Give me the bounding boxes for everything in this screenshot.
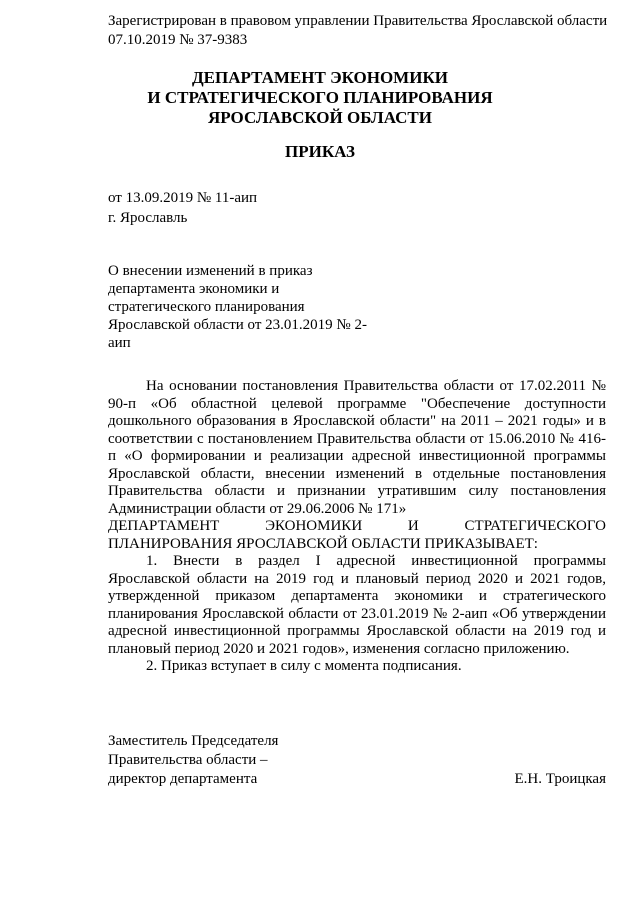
signatory-position-line: Заместитель Председателя	[108, 733, 279, 749]
order-body	[108, 378, 606, 676]
order-item-1: 1. Внести в раздел I адресной инвестиционной программы Ярославской области на 2019 год и плановый период 2020 и 2021 годов, утвержденной приказом департамента экономики и стратегического планирования Ярославской области от 23.01.2019 № 2-аип «Об утверждении адресной инвестиционной программы Ярославской области на 2019 год и плановый период 2020 и 2021 годов», изменения согласно приложению.	[108, 553, 606, 657]
directive-line: ПЛАНИРОВАНИЯ ЯРОСЛАВСКОЙ ОБЛАСТИ ПРИКАЗЫВАЕТ:	[108, 535, 538, 552]
registration-line: Зарегистрирован в правовом управлении Правительства Ярославской области	[108, 13, 608, 29]
registration-stamp	[108, 12, 618, 50]
department-name-line: ДЕПАРТАМЕНТ ЭКОНОМИКИ	[191, 68, 448, 87]
order-item-2: 2. Приказ вступает в силу с момента подписания.	[146, 658, 462, 674]
department-name-line: ЯРОСЛАВСКОЙ ОБЛАСТИ	[208, 108, 432, 127]
department-header	[0, 68, 640, 128]
signatory-position-line: директор департамента	[108, 771, 258, 787]
signatory-name: Е.Н. Троицкая	[514, 771, 606, 787]
directive-line: ДЕПАРТАМЕНТ ЭКОНОМИКИ И СТРАТЕГИЧЕСКОГО	[108, 518, 606, 534]
order-city: г. Ярославль	[108, 210, 188, 226]
order-subject: О внесении изменений в приказ департамента экономики и стратегического планирования Ярославской области от 23.01.2019 № 2-аип	[108, 263, 367, 351]
signature-block	[108, 732, 606, 789]
department-name-line: И СТРАТЕГИЧЕСКОГО ПЛАНИРОВАНИЯ	[147, 88, 493, 107]
preamble-paragraph: На основании постановления Правительства области от 17.02.2011 № 90-п «Об областной целевой программе "Обеспечение доступности дошкольного образования в Ярославской области" на 2011 – 2021 годы» и в соответствии с постановлением Правительства области от 15.06.2010 № 416-п «О формировании и реализации адресной инвестиционной программы Ярославской области, внесении изменений в отдельные постановления Правительства области и признании утратившим силу постановления Администрации области от 29.06.2006 № 171»	[108, 378, 606, 517]
signature-row	[108, 770, 606, 789]
signatory-position-line: Правительства области –	[108, 752, 268, 768]
registration-number: 07.10.2019 № 37-9383	[108, 32, 248, 48]
order-meta	[108, 188, 257, 228]
document-type-title: ПРИКАЗ	[285, 142, 355, 161]
order-date-number: от 13.09.2019 № 11-аип	[108, 190, 258, 206]
